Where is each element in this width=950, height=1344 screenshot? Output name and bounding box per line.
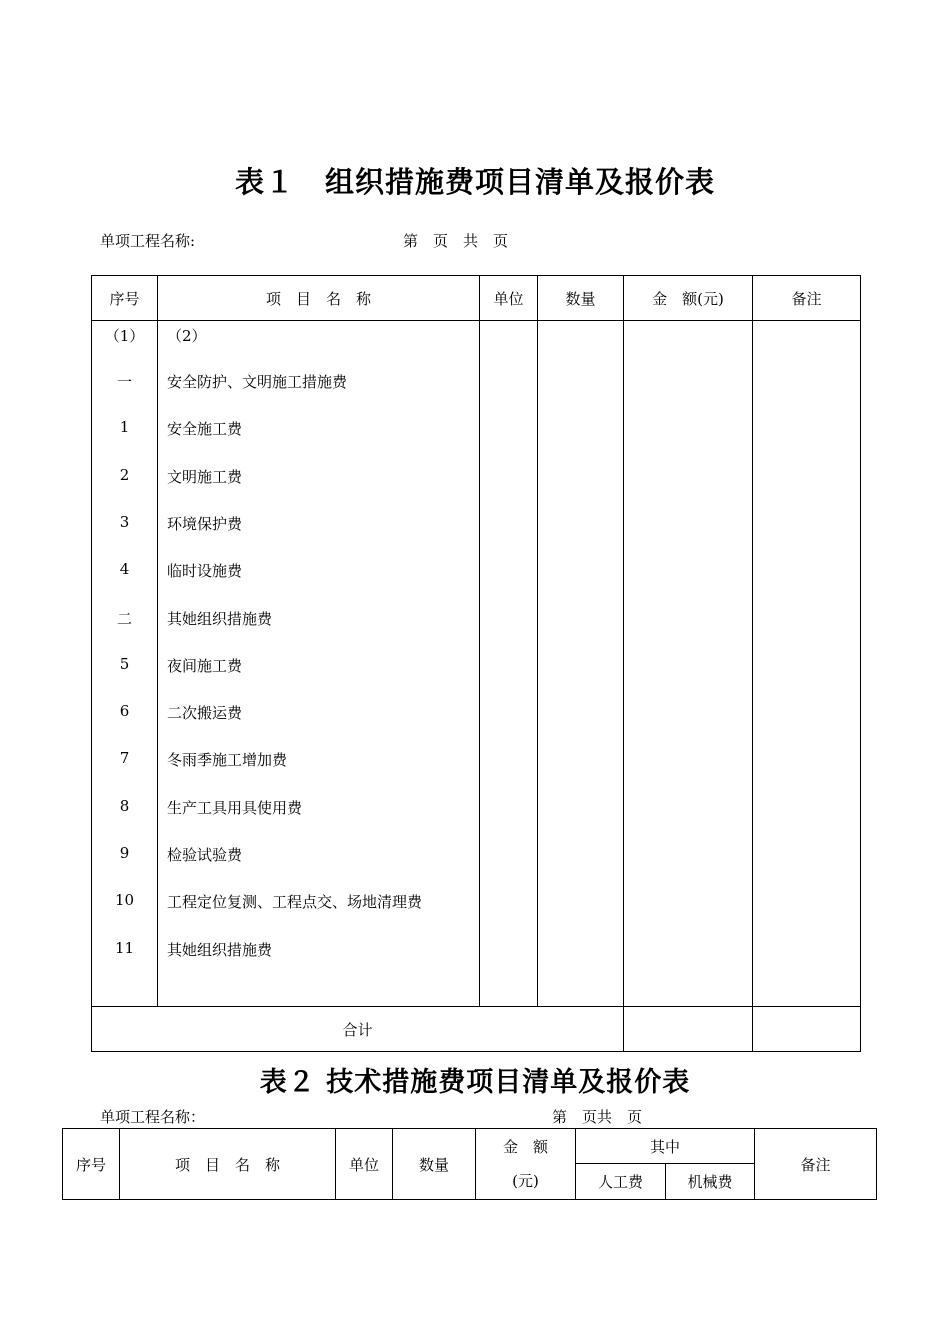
table2-title: 表２ 技术措施费项目清单及报价表 [259, 1067, 691, 1098]
row-name: 检验试验费 [167, 846, 243, 864]
seq-column [92, 321, 158, 1007]
t2-header-seq: 序号 [63, 1129, 120, 1200]
header-qty: 数量 [538, 276, 624, 321]
table2-project-label: 单项工程名称： [100, 1108, 206, 1126]
t2-header-amount [476, 1129, 576, 1200]
remark-column [753, 321, 861, 1007]
row-seq: 10 [114, 891, 135, 909]
row-seq: 一 [116, 373, 132, 391]
table1-body-row [92, 321, 861, 1007]
row-name: 二次搬运费 [167, 704, 243, 722]
col-number-name: （2） [167, 327, 207, 345]
row-seq: 4 [119, 560, 130, 578]
row-seq: 3 [119, 513, 130, 531]
row-name: 安全施工费 [167, 420, 243, 438]
total-label: 合计 [92, 1007, 624, 1052]
row-seq: 1 [119, 418, 130, 436]
table1-title: 表１ 组织措施费项目清单及报价表 [234, 165, 715, 199]
t2-header-machine: 机械费 [666, 1164, 755, 1200]
row-name: 文明施工费 [167, 468, 243, 486]
row-seq: 9 [119, 844, 130, 862]
table1 [91, 275, 861, 1052]
header-unit: 单位 [480, 276, 538, 321]
row-name: 其她组织措施费 [167, 941, 273, 959]
t2-header-unit: 单位 [336, 1129, 393, 1200]
table1-page-info: 第 页 共 页 [403, 232, 509, 250]
unit-column [480, 321, 538, 1007]
row-name: 冬雨季施工增加费 [167, 751, 288, 769]
header-amount: 金 额(元) [624, 276, 753, 321]
t2-header-qty: 数量 [393, 1129, 476, 1200]
row-name: 安全防护、文明施工措施费 [167, 373, 348, 391]
name-column [158, 321, 480, 1007]
total-remark [753, 1007, 861, 1052]
row-name: 生产工具用具使用费 [167, 799, 303, 817]
table1-total-row [92, 1007, 861, 1052]
row-name: 临时设施费 [167, 562, 243, 580]
t2-header-labor: 人工费 [576, 1164, 666, 1200]
header-name: 项 目 名 称 [158, 276, 480, 321]
table2-header-row-1 [63, 1129, 877, 1164]
table1-project-label: 单项工程名称: [100, 232, 196, 250]
row-seq: 5 [119, 655, 130, 673]
t2-header-name: 项 目 名 称 [120, 1129, 336, 1200]
header-remark: 备注 [753, 276, 861, 321]
row-name: 工程定位复测、工程点交、场地清理费 [167, 893, 423, 911]
amount-column [624, 321, 753, 1007]
row-seq: 6 [119, 702, 130, 720]
row-name: 其她组织措施费 [167, 610, 273, 628]
t2-header-of-which: 其中 [576, 1129, 755, 1164]
col-number-seq: （1） [104, 327, 145, 345]
t2-header-amount-top: 金 额 [502, 1138, 548, 1156]
row-name: 环境保护费 [167, 515, 243, 533]
row-seq: 二 [116, 610, 132, 628]
t2-header-remark: 备注 [755, 1129, 877, 1200]
header-seq: 序号 [92, 276, 158, 321]
qty-column [538, 321, 624, 1007]
table2 [62, 1128, 877, 1200]
total-amount [624, 1007, 753, 1052]
row-seq: 11 [114, 939, 135, 957]
row-name: 夜间施工费 [167, 657, 243, 675]
table1-header-row [92, 276, 861, 321]
row-seq: 7 [119, 749, 130, 767]
table2-page-info: 第 页共 页 [552, 1108, 643, 1126]
row-seq: 2 [119, 466, 130, 484]
t2-header-amount-bottom: (元) [512, 1172, 539, 1190]
row-seq: 8 [119, 797, 130, 815]
